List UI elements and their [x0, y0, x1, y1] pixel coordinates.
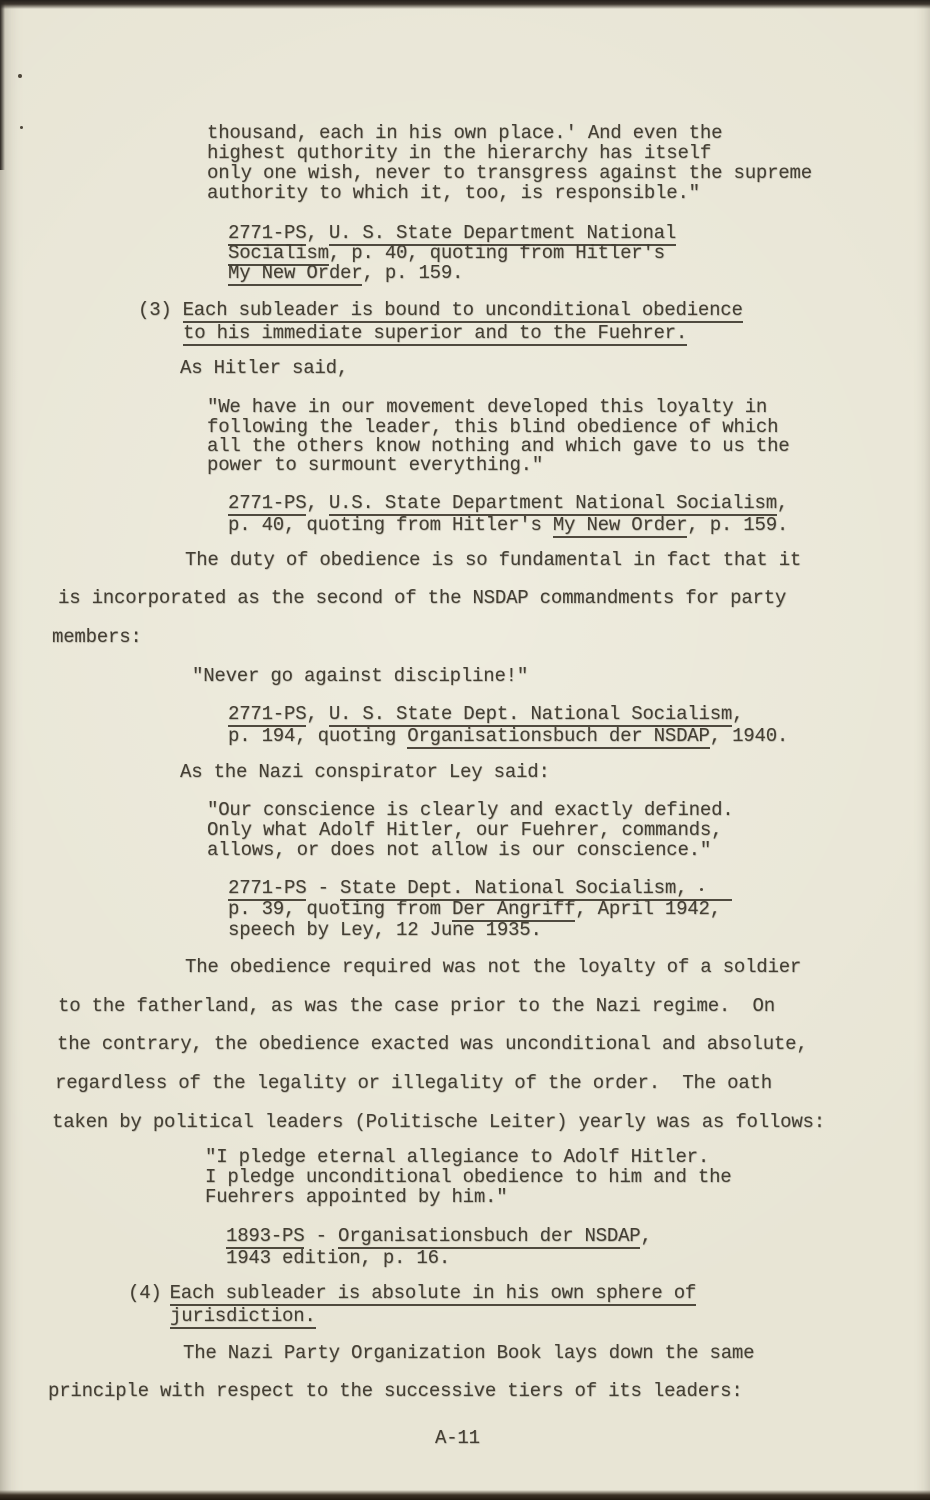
citation-title: My New Order [552, 514, 688, 536]
citation-text: p. 194, quoting [228, 725, 408, 747]
page-number: A-11 [435, 1427, 480, 1449]
typewritten-line: "We have in our movement developed this loyalty in [207, 396, 768, 418]
document-number: 2771-PS [228, 877, 307, 899]
ink-speck [20, 126, 23, 129]
paragraph-line: The duty of obedience is so fundamental in fact that it [185, 549, 802, 571]
citation-text: p. 39, quoting from [228, 898, 453, 920]
citation-text: p. 40, quoting from Hitler's [228, 514, 553, 536]
citation-line [228, 223, 676, 244]
citation-line [228, 899, 721, 920]
citation-text: , p. 159. [687, 514, 789, 536]
paragraph-line: The obedience required was not the loyalty of a soldier [185, 956, 802, 978]
citation-text: , [640, 1225, 652, 1247]
ink-speck [18, 74, 22, 78]
typewritten-line: Only what Adolf Hitler, our Fuehrer, commands, [207, 819, 723, 841]
citation-line [228, 726, 788, 747]
section-number: (4) [128, 1282, 162, 1304]
scan-edge-top [0, 0, 930, 9]
typewritten-line: "I pledge eternal allegiance to Adolf Hitler. [205, 1146, 710, 1168]
citation-text: , [306, 222, 329, 244]
typewritten-line: "Our conscience is clearly and exactly defined. [207, 799, 734, 821]
citation-line [228, 263, 463, 284]
section-heading [183, 323, 687, 344]
heading-text: Each subleader is absolute in his own sphere of [169, 1282, 697, 1304]
citation-title: Organisationsbuch der NSDAP [338, 1225, 641, 1247]
typewritten-line: all the others know nothing and which gave to us the [207, 435, 790, 457]
section-heading [170, 1306, 316, 1327]
typewritten-line: allows, or does not allow is our conscience." [207, 839, 712, 861]
citation-title: Der Angriff [452, 898, 576, 920]
citation-line [228, 920, 542, 941]
citation-text: - [306, 877, 341, 899]
citation-line [228, 493, 788, 514]
citation-line [228, 243, 665, 264]
citation-title: U.S. State Department National Socialism [328, 492, 777, 514]
citation-text: - [304, 1225, 339, 1247]
citation-text: , p. 159. [362, 262, 464, 284]
citation-text: speech by Ley, 12 June 1935. [228, 919, 542, 941]
citation-text: , [776, 492, 789, 514]
citation-text: , [306, 703, 329, 725]
paragraph-line: is incorporated as the second of the NSDAP commandments for party [58, 587, 787, 609]
citation-line [228, 704, 743, 725]
typewritten-line: only one wish, never to transgress against the supreme [207, 162, 812, 184]
paragraph-line: regardless of the legality or illegality of the order. The oath [55, 1072, 772, 1094]
typewritten-line: thousand, each in his own place.' And even the [207, 122, 723, 144]
document-number: 2771-PS [228, 222, 307, 244]
paragraph-line: principle with respect to the successive tiers of its leaders: [48, 1380, 743, 1402]
citation-title: U. S. State Department National [328, 222, 677, 244]
paragraph-line: The Nazi Party Organization Book lays down the same [183, 1342, 755, 1364]
scan-edge-bottom [0, 1490, 930, 1500]
typewritten-line: "Never go against discipline!" [192, 665, 529, 687]
typewritten-line: I pledge unconditional obedience to him and the [205, 1166, 732, 1188]
paragraph-line: taken by political leaders (Politische Leiter) yearly was as follows: [52, 1111, 825, 1133]
typewritten-line: highest quthority in the hierarchy has itself [207, 142, 712, 164]
citation-text: , 1940. [709, 725, 789, 747]
heading-text: Each subleader is bound to unconditional obedience [182, 299, 743, 321]
lead-in-line: As Hitler said, [180, 357, 349, 379]
document-number: 1893-PS [226, 1225, 305, 1247]
lead-in-line: As the Nazi conspirator Ley said: [180, 761, 550, 783]
citation-title: U. S. State Dept. National Socialism [328, 703, 733, 725]
section-heading [138, 300, 743, 321]
citation-line [228, 878, 732, 899]
document-number: 2771-PS [228, 703, 307, 725]
scan-edge-left [0, 0, 5, 170]
heading-text: jurisdiction. [170, 1305, 316, 1327]
paragraph-line: the contrary, the obedience exacted was unconditional and absolute, [57, 1033, 808, 1055]
document-number: 2771-PS [228, 492, 307, 514]
citation-text: , p. 40, quoting from Hitler's [328, 242, 665, 264]
citation-line [226, 1248, 450, 1269]
section-heading [128, 1283, 696, 1304]
typewritten-line: power to surmount everything." [207, 454, 544, 476]
citation-text: , April 1942, [575, 898, 721, 920]
section-number: (3) [138, 299, 172, 321]
citation-text: , [732, 703, 744, 725]
citation-title: Socialism [228, 242, 329, 264]
citation-line [228, 515, 788, 536]
citation-title: My New Order [228, 262, 363, 284]
citation-line [226, 1226, 652, 1247]
typewritten-line: following the leader, this blind obedience of which [207, 416, 779, 438]
paragraph-line: members: [52, 626, 142, 648]
citation-text: 1943 edition, p. 16. [226, 1247, 451, 1269]
citation-text: , [306, 492, 329, 514]
heading-text: to his immediate superior and to the Fuehrer. [183, 322, 688, 344]
paragraph-line: to the fatherland, as was the case prior to the Nazi regime. On [58, 995, 775, 1017]
typewritten-line: Fuehrers appointed by him." [205, 1186, 508, 1208]
citation-title: State Dept. National Socialism, [340, 877, 733, 899]
citation-title: Organisationsbuch der NSDAP [407, 725, 710, 747]
typewritten-line: authority to which it, too, is responsible." [207, 182, 700, 204]
